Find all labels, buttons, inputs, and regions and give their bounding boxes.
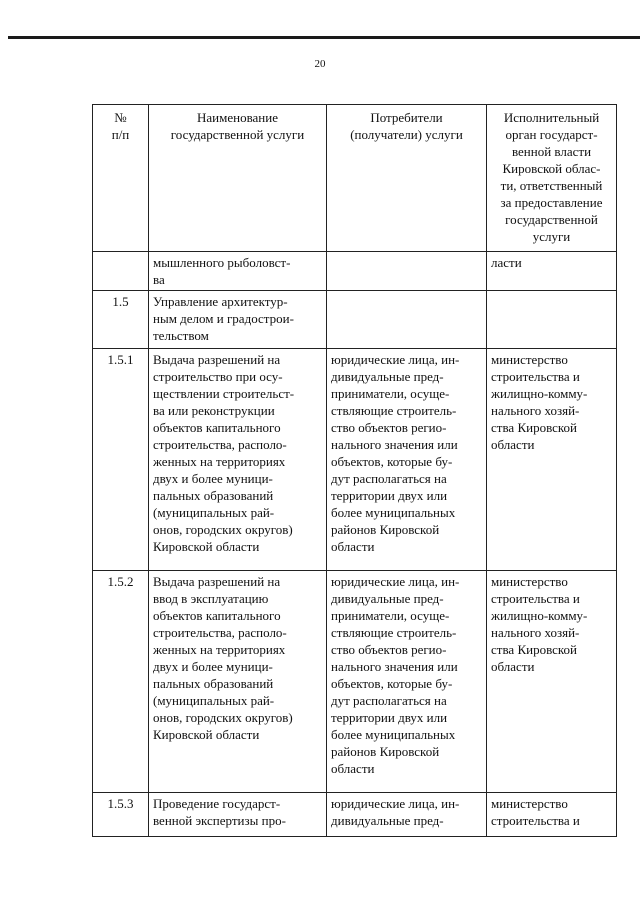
header-service-name (149, 105, 327, 252)
cell-line: Проведение государст- (153, 796, 281, 811)
cell-number (93, 252, 149, 291)
header-consumers (327, 105, 487, 252)
cell-service-name (149, 291, 327, 349)
table-row (93, 349, 617, 571)
cell-line: министерство (491, 574, 568, 589)
table-row (93, 571, 617, 793)
cell-authority (487, 349, 617, 571)
cell-line: жилищно-комму- (491, 608, 588, 623)
cell-line: ва (153, 272, 165, 287)
cell-consumers (327, 252, 487, 291)
cell-line: Потребители (370, 110, 443, 125)
table-row (93, 793, 617, 837)
cell-line: территории двух или (331, 710, 448, 725)
cell-line: дивидуальные пред- (331, 369, 444, 384)
cell-line: тельством (153, 328, 209, 343)
cell-line: Выдача разрешений на (153, 574, 281, 589)
header-number (93, 105, 149, 252)
cell-line: объектов капитального (153, 608, 281, 623)
cell-line: государственной (505, 212, 598, 227)
cell-line: женных на территориях (153, 454, 286, 469)
cell-line: ство объектов регио- (331, 642, 447, 657)
cell-line: № (114, 110, 127, 125)
cell-line: строительства и (491, 369, 580, 384)
cell-line: нального хозяй- (491, 403, 580, 418)
services-table (92, 104, 617, 837)
cell-number: 1.5.2 (93, 571, 149, 793)
cell-line: территории двух или (331, 488, 448, 503)
cell-line: мышленного рыболовст- (153, 255, 291, 270)
cell-line: Управление архитектур- (153, 294, 288, 309)
page-number: 20 (314, 58, 326, 70)
cell-line: ввод в эксплуатацию (153, 591, 269, 606)
cell-number: 1.5.3 (93, 793, 149, 837)
cell-line: области (331, 761, 375, 776)
cell-line: государственной услуги (170, 127, 305, 142)
header-authority (487, 105, 617, 252)
cell-line: нального значения или (331, 437, 458, 452)
cell-line: п/п (111, 127, 130, 142)
cell-consumers (327, 291, 487, 349)
cell-number: 1.5 (93, 291, 149, 349)
cell-line: за предоставление (500, 195, 603, 210)
cell-line: строительство при осу- (153, 369, 283, 384)
cell-line: юридические лица, ин- (331, 352, 460, 367)
cell-line: Выдача разрешений на (153, 352, 281, 367)
cell-line: (муниципальных рай- (153, 693, 275, 708)
cell-line: объектов, которые бу- (331, 676, 453, 691)
cell-line: нального хозяй- (491, 625, 580, 640)
cell-line: услуги (532, 229, 571, 244)
cell-line: дивидуальные пред- (331, 591, 444, 606)
top-rule (8, 36, 640, 39)
cell-line: ствляющие строитель- (331, 403, 457, 418)
cell-service-name (149, 252, 327, 291)
cell-consumers (327, 571, 487, 793)
cell-line: объектов, которые бу- (331, 454, 453, 469)
table-header-row (93, 105, 617, 252)
cell-line: пальных образований (153, 488, 274, 503)
cell-service-name (149, 571, 327, 793)
cell-line: министерство (491, 352, 568, 367)
cell-line: приниматели, осуще- (331, 386, 450, 401)
cell-line: строительства и (491, 591, 580, 606)
cell-line: дивидуальные пред- (331, 813, 444, 828)
cell-consumers (327, 349, 487, 571)
cell-authority (487, 571, 617, 793)
cell-line: дут располагаться на (331, 471, 447, 486)
cell-line: ществлении строительст- (153, 386, 295, 401)
cell-line: ствляющие строитель- (331, 625, 457, 640)
cell-line: Кировской области (153, 539, 260, 554)
cell-line: онов, городских округов) (153, 522, 293, 537)
table-body (93, 252, 617, 837)
cell-line: Кировской области (153, 727, 260, 742)
cell-line: дут располагаться на (331, 693, 447, 708)
cell-line: более муниципальных (331, 505, 456, 520)
cell-line: двух и более муници- (153, 659, 273, 674)
cell-line: женных на территориях (153, 642, 286, 657)
cell-line: районов Кировской (331, 522, 440, 537)
cell-line: ства Кировской (491, 642, 578, 657)
cell-line: венной власти (511, 144, 592, 159)
cell-line: объектов капитального (153, 420, 281, 435)
cell-line: Кировской облас- (502, 161, 601, 176)
cell-line: венной экспертизы про- (153, 813, 286, 828)
cell-line: районов Кировской (331, 744, 440, 759)
cell-line: строительства и (491, 813, 580, 828)
cell-line: области (491, 437, 535, 452)
cell-line: приниматели, осуще- (331, 608, 450, 623)
cell-line: Исполнительный (503, 110, 600, 125)
table-row (93, 291, 617, 349)
cell-authority (487, 291, 617, 349)
cell-line: орган государст- (505, 127, 598, 142)
cell-line: юридические лица, ин- (331, 796, 460, 811)
cell-line: пальных образований (153, 676, 274, 691)
cell-line: области (491, 659, 535, 674)
cell-authority (487, 252, 617, 291)
cell-line: области (331, 539, 375, 554)
cell-line: (муниципальных рай- (153, 505, 275, 520)
cell-number: 1.5.1 (93, 349, 149, 571)
cell-line: более муниципальных (331, 727, 456, 742)
cell-line: строительства, располо- (153, 625, 287, 640)
cell-line: юридические лица, ин- (331, 574, 460, 589)
cell-line: жилищно-комму- (491, 386, 588, 401)
cell-service-name (149, 793, 327, 837)
cell-line: ласти (491, 255, 522, 270)
cell-line: ство объектов регио- (331, 420, 447, 435)
cell-consumers (327, 793, 487, 837)
cell-authority (487, 793, 617, 837)
cell-service-name (149, 349, 327, 571)
cell-line: ным делом и градострои- (153, 311, 294, 326)
cell-line: (получатели) услуги (350, 127, 463, 142)
cell-line: двух и более муници- (153, 471, 273, 486)
cell-line: онов, городских округов) (153, 710, 293, 725)
cell-line: строительства, располо- (153, 437, 287, 452)
table-row (93, 252, 617, 291)
cell-line: ти, ответственный (500, 178, 603, 193)
cell-line: Наименование (197, 110, 278, 125)
cell-line: ва или реконструкции (153, 403, 275, 418)
cell-line: нального значения или (331, 659, 458, 674)
cell-line: министерство (491, 796, 568, 811)
cell-line: ства Кировской (491, 420, 578, 435)
